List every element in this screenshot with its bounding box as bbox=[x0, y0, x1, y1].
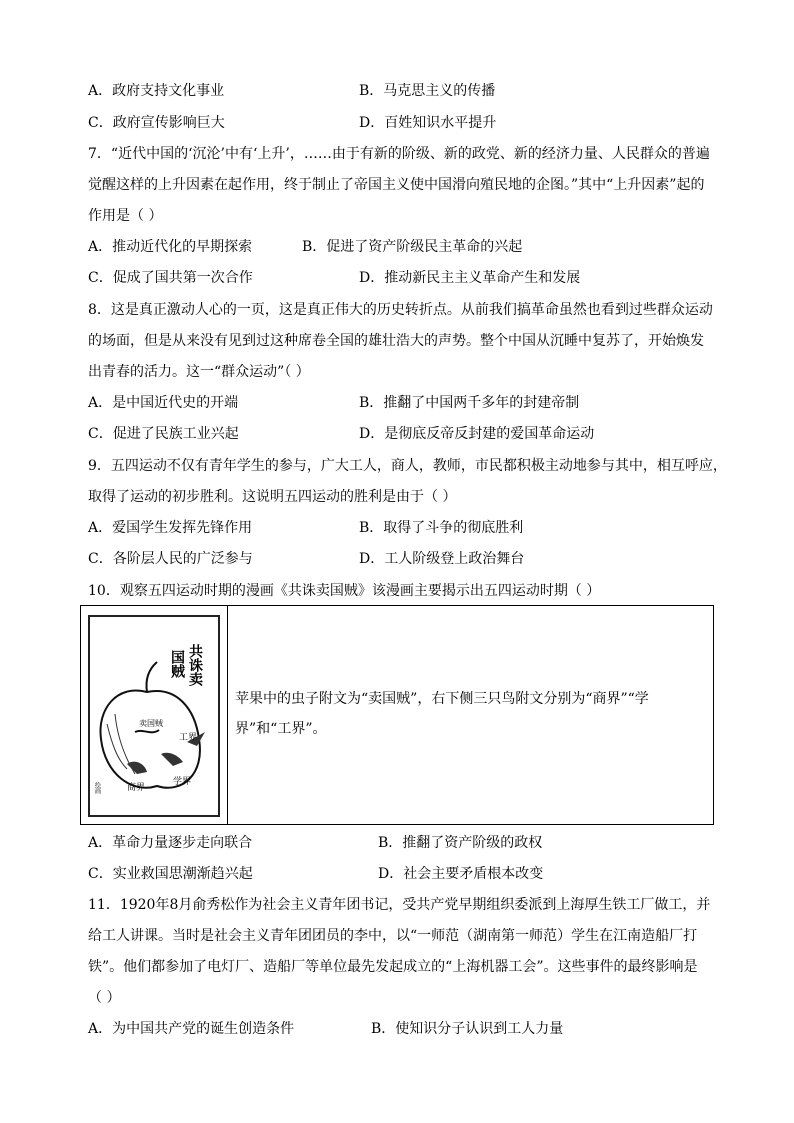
q7-option-d: D．推动新民主主义革命产生和发展 bbox=[359, 270, 581, 286]
figure-caption: 苹果中的虫子附文为“卖国贼”，右下侧三只鸟附文分别为“商界”“学界”和“工界”。 bbox=[235, 691, 649, 737]
q7-option-a: A．推动近代化的早期探索 bbox=[88, 239, 253, 255]
figure-divider bbox=[227, 606, 228, 824]
q7-option-c: C．促成了国共第一次合作 bbox=[88, 270, 253, 286]
q10-option-c: C．实业救国思潮渐趋兴起 bbox=[88, 866, 253, 882]
q11-stem-line-3: 铁”。他们都参加了电灯厂、造船厂等单位最先发起成立的“上海机器工会”。这些事件的最终影响是 bbox=[88, 959, 698, 975]
q7-stem-line-3: 作用是（ ） bbox=[88, 208, 163, 224]
q6-option-c: C．政府宣传影响巨大 bbox=[88, 115, 225, 131]
q7-stem-line-1: 7．“近代中国的‘沉沦’中有‘上升’，……由于有新的阶级、新的政党、新的经济力量、人民群众的普遍 bbox=[88, 146, 710, 162]
q9-option-a: A．爱国学生发挥先锋作用 bbox=[88, 520, 253, 536]
q8-stem-line-2: 的场面，但是从来没有见到过这种席卷全国的雄壮浩大的声势。整个中国从沉睡中复苏了，开始焕发 bbox=[88, 333, 704, 349]
q11-option-b: B．使知识分子认识到工人力量 bbox=[371, 1021, 564, 1037]
q10-stem-line-1: 10．观察五四运动时期的漫画《共诛卖国贼》该漫画主要揭示出五四运动时期（ ） bbox=[88, 583, 601, 599]
q8-option-a: A．是中国近代史的开端 bbox=[88, 395, 239, 411]
cartoon-signature: 绘画 bbox=[93, 782, 101, 794]
q10-figure-table bbox=[80, 605, 714, 825]
q8-option-d: D．是彻底反帝反封建的爱国革命运动 bbox=[359, 426, 595, 442]
q10-option-d: D．社会主要矛盾根本改变 bbox=[378, 866, 544, 882]
q7-stem-line-2: 觉醒这样的上升因素在起作用，终于制止了帝国主义使中国滑向殖民地的企图。”其中“上升因素”起的 bbox=[88, 177, 705, 193]
bird-label-merchant: 商界 bbox=[127, 783, 146, 793]
q8-option-c: C．促进了民族工业兴起 bbox=[88, 426, 239, 442]
q9-option-d: D．工人阶级登上政治舞台 bbox=[359, 551, 525, 567]
q6-option-a: A．政府支持文化事业 bbox=[88, 83, 225, 99]
q9-option-b: B．取得了斗争的彻底胜利 bbox=[359, 520, 524, 536]
q8-stem-line-3: 出青春的活力。这一“群众运动”（ ） bbox=[88, 364, 310, 380]
q11-option-a: A．为中国共产党的诞生创造条件 bbox=[88, 1021, 295, 1037]
q10-option-b: B．推翻了资产阶级的政权 bbox=[378, 835, 543, 851]
worm-label: 卖国贼 bbox=[139, 719, 163, 728]
q11-stem-line-1: 11．1920年8月俞秀松作为社会主义青年团书记，受共产党早期组织委派到上海厚生铁工厂做工，并 bbox=[88, 897, 711, 913]
q6-option-b: B．马克思主义的传播 bbox=[359, 83, 496, 99]
bird-label-worker: 工界 bbox=[179, 733, 198, 743]
q8-option-b: B．推翻了中国两千多年的封建帝制 bbox=[359, 395, 580, 411]
q6-option-d: D．百姓知识水平提升 bbox=[359, 115, 497, 131]
q11-stem-line-4: （ ） bbox=[88, 990, 121, 1006]
q7-option-b: B．促进了资产阶级民主革命的兴起 bbox=[302, 239, 523, 255]
bird-label-student: 学界 bbox=[173, 777, 192, 787]
cartoon-title-right: 共诛卖 bbox=[187, 644, 203, 686]
q8-stem-line-1: 8．这是真正激动人心的一页，这是真正伟大的历史转折点。从前我们搞革命虽然也看到过些群众运动 bbox=[88, 302, 713, 318]
q10-option-a: A．革命力量逐步走向联合 bbox=[88, 835, 253, 851]
cartoon-image bbox=[87, 614, 221, 818]
cartoon-title-left: 国贼 bbox=[169, 650, 185, 678]
q11-stem-line-2: 给工人讲课。当时是社会主义青年团团员的李中，以“一师范（湖南第一师范）学生在江南造船厂打 bbox=[88, 928, 698, 944]
q9-stem-line-1: 9．五四运动不仅有青年学生的参与，广大工人，商人，教师，市民都积极主动地参与其中，相互呼应， bbox=[88, 458, 727, 474]
q9-stem-line-2: 取得了运动的初步胜利。这说明五四运动的胜利是由于（ ） bbox=[88, 489, 457, 505]
q9-option-c: C．各阶层人民的广泛参与 bbox=[88, 551, 253, 567]
